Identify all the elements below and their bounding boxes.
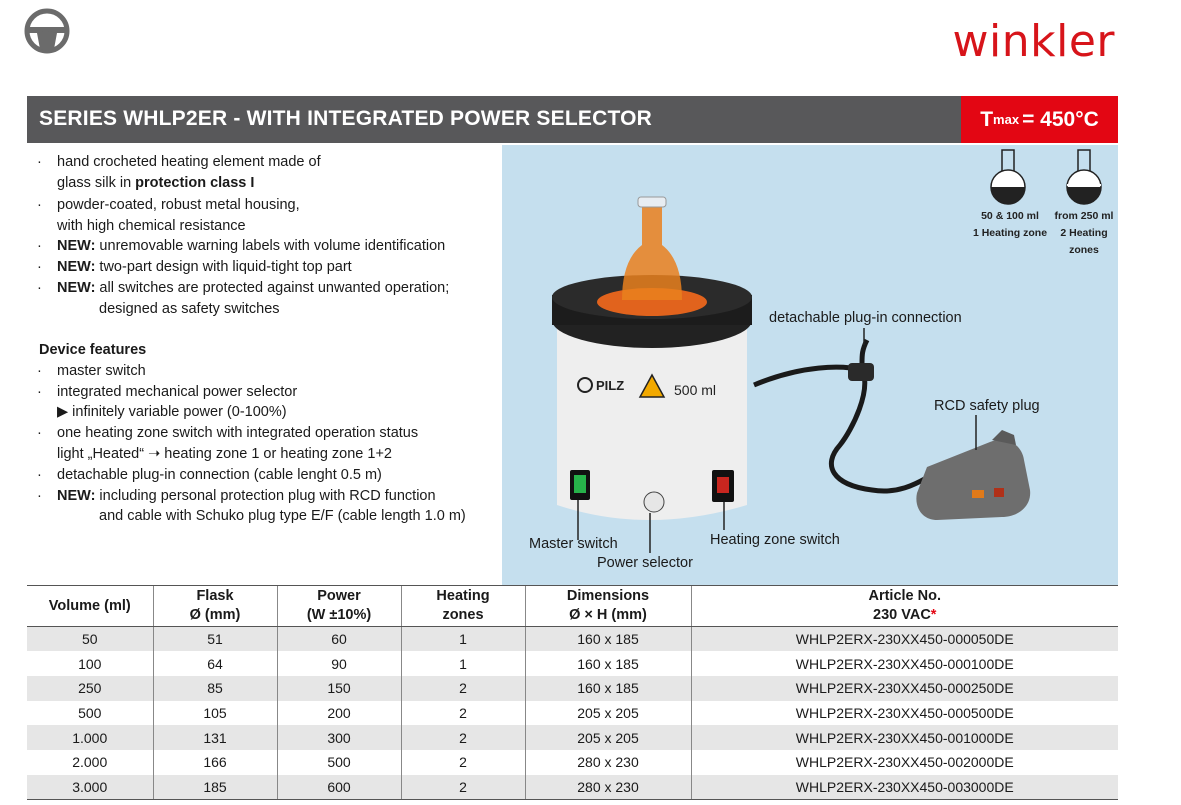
table-cell: WHLP2ERX-230XX450-000500DE <box>691 701 1118 726</box>
plug-connection-label: detachable plug-in connection <box>769 310 962 326</box>
table-cell: 2.000 <box>27 750 153 775</box>
series-title-bar <box>27 96 1118 143</box>
table-cell: 280 x 230 <box>525 775 691 800</box>
table-cell: 160 x 185 <box>525 676 691 701</box>
table-cell: 85 <box>153 676 277 701</box>
table-cell: 2 <box>401 676 525 701</box>
table-row <box>27 701 1118 726</box>
table-cell: 250 <box>27 676 153 701</box>
flask-2-zones-icon <box>1067 150 1101 204</box>
table-row <box>27 750 1118 775</box>
table-cell: 300 <box>277 725 401 750</box>
tmax-value: = 450°C <box>1022 107 1099 131</box>
series-title: SERIES WHLP2ER - WITH INTEGRATED POWER SELECTOR <box>39 107 652 130</box>
col-header-volume: Volume (ml) <box>27 586 153 627</box>
table-cell: WHLP2ERX-230XX450-003000DE <box>691 775 1118 800</box>
steering-wheel-logo-icon <box>24 8 70 54</box>
table-cell: 1.000 <box>27 725 153 750</box>
features-column: · hand crocheted heating element made of glass silk in protection class I · powder-coated, robust metal housing, with high chemical resistance · NEW: unremovable warning labels with volume identification · NEW: two-part design with liquid-tight top part · NEW: all switches are protected against unwanted operation; designed as safety switches Device features · master switch · integrated mechanical power selector ▶ infinitely variable power (0-100%) · one heating zone switch with integrated operation status light „Heated“ ➝ heating zone 1 or heating zone 1+2 · detachable plug-in connection (cable lenght 0.5 m) · NEW: including personal protection plug with RCD function and cable with Schuko plug type E/F (cable length 1.0 m) <box>37 154 466 524</box>
table-row <box>27 676 1118 701</box>
brand-logo: winkler <box>952 16 1115 67</box>
power-selector-label: Power selector <box>597 555 693 571</box>
table-cell: 280 x 230 <box>525 750 691 775</box>
table-cell: 1 <box>401 627 525 652</box>
tmax-prefix: T <box>980 107 994 131</box>
device-features-heading: Device features <box>39 342 147 358</box>
product-image-panel <box>502 145 1118 585</box>
table-cell: 105 <box>153 701 277 726</box>
table-cell: 200 <box>277 701 401 726</box>
table-cell: 150 <box>277 676 401 701</box>
col-header-article-no: Article No. 230 VAC* <box>691 586 1118 627</box>
spec-table <box>27 585 1118 800</box>
table-row <box>27 775 1118 800</box>
table-cell: 600 <box>277 775 401 800</box>
table-cell: 60 <box>277 627 401 652</box>
table-cell: 131 <box>153 725 277 750</box>
heating-mantle <box>552 197 752 520</box>
svg-text:500 ml: 500 ml <box>674 382 717 398</box>
table-cell: 205 x 205 <box>525 725 691 750</box>
svg-text:PILZ: PILZ <box>596 378 625 393</box>
table-row <box>27 627 1118 652</box>
table-cell: 500 <box>27 701 153 726</box>
master-switch-label: Master switch <box>529 536 618 552</box>
table-cell: WHLP2ERX-230XX450-000100DE <box>691 651 1118 676</box>
table-row <box>27 651 1118 676</box>
table-cell: 64 <box>153 651 277 676</box>
table-cell: 51 <box>153 627 277 652</box>
zone2-caption: from 250 ml 2 Heating zones <box>1054 210 1114 256</box>
tmax-sub: max <box>993 112 1020 127</box>
table-cell: 3.000 <box>27 775 153 800</box>
table-cell: WHLP2ERX-230XX450-000050DE <box>691 627 1118 652</box>
top-bar <box>0 0 1181 92</box>
tmax-badge <box>961 96 1118 143</box>
col-header-flask: Flask Ø (mm) <box>153 586 277 627</box>
table-cell: WHLP2ERX-230XX450-000250DE <box>691 676 1118 701</box>
col-header-power: Power (W ±10%) <box>277 586 401 627</box>
table-cell: WHLP2ERX-230XX450-002000DE <box>691 750 1118 775</box>
table-header-row <box>27 586 1118 627</box>
table-cell: 2 <box>401 750 525 775</box>
table-cell: 166 <box>153 750 277 775</box>
col-header-dimensions: Dimensions Ø × H (mm) <box>525 586 691 627</box>
table-cell: 50 <box>27 627 153 652</box>
table-cell: 2 <box>401 725 525 750</box>
heating-zone-switch-label: Heating zone switch <box>710 532 840 548</box>
plug-connector <box>848 363 874 381</box>
table-cell: 90 <box>277 651 401 676</box>
flask-1-zone-icon <box>991 150 1025 204</box>
table-cell: 205 x 205 <box>525 701 691 726</box>
table-cell: 500 <box>277 750 401 775</box>
col-header-heating-zones: Heating zones <box>401 586 525 627</box>
table-cell: 100 <box>27 651 153 676</box>
table-cell: WHLP2ERX-230XX450-001000DE <box>691 725 1118 750</box>
table-cell: 2 <box>401 775 525 800</box>
table-cell: 160 x 185 <box>525 651 691 676</box>
table-cell: 1 <box>401 651 525 676</box>
rcd-plug-label: RCD safety plug <box>934 398 1040 414</box>
table-cell: 2 <box>401 701 525 726</box>
table-row <box>27 725 1118 750</box>
rcd-plug <box>916 430 1030 520</box>
table-cell: 185 <box>153 775 277 800</box>
zone1-caption: 50 & 100 ml 1 Heating zone <box>972 210 1048 239</box>
table-cell: 160 x 185 <box>525 627 691 652</box>
